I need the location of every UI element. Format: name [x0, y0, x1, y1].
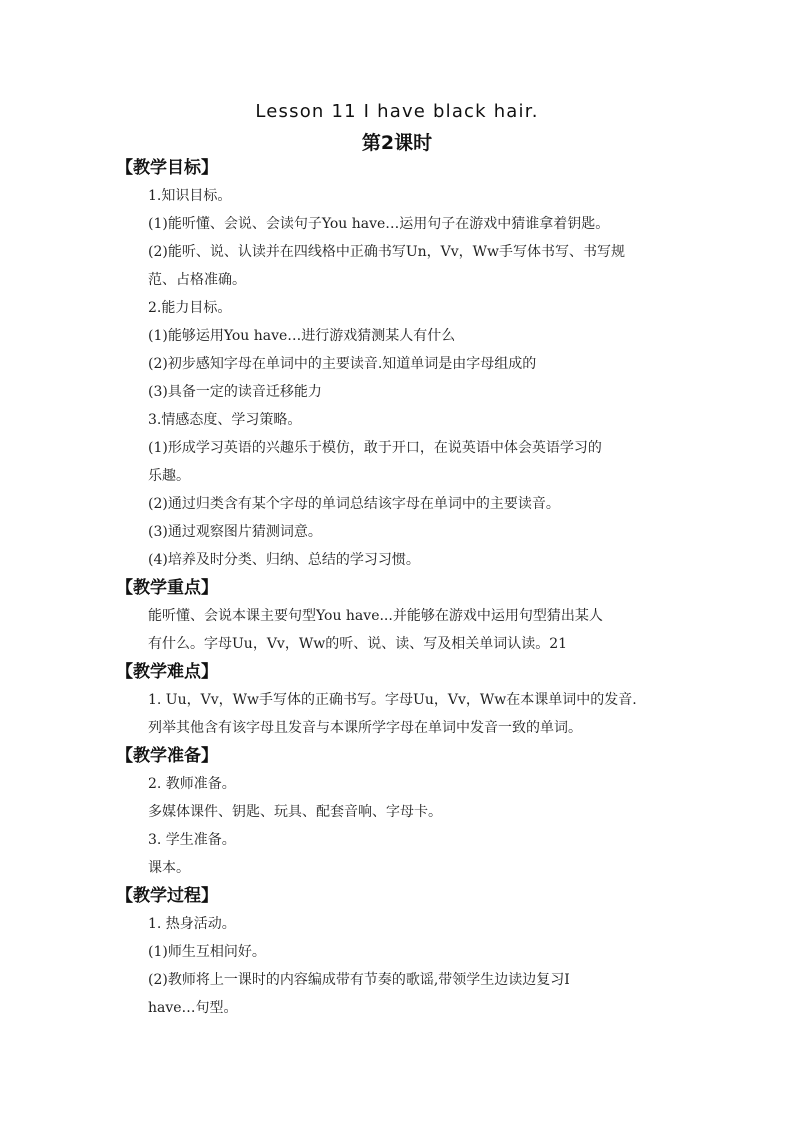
- objective-line: (3)通过观察图片猜测词意。: [148, 524, 322, 540]
- preparation-line: 课本。: [148, 860, 190, 876]
- process-line: 1. 热身活动。: [148, 916, 236, 932]
- heading-objectives: 【教学目标】: [116, 158, 218, 178]
- process-line: (2)教师将上一课时的内容编成带有节奏的歌谣,带领学生边读边复习I: [148, 972, 570, 988]
- objective-line: 范、占格准确。: [148, 272, 246, 288]
- heading-difficulties: 【教学难点】: [116, 662, 218, 682]
- objective-line: 乐趣。: [148, 468, 190, 484]
- objective-line: (2)能听、说、认读并在四线格中正确书写Un，Vv，Ww手写体书写、书写规: [148, 244, 626, 260]
- difficulty-line: 1. Uu，Vv，Ww手写体的正确书写。字母Uu，Vv，Ww在本课单词中的发音.: [148, 692, 637, 708]
- preparation-line: 多媒体课件、钥匙、玩具、配套音响、字母卡。: [148, 804, 442, 820]
- heading-process: 【教学过程】: [116, 886, 218, 906]
- key-point-line: 有什么。字母Uu，Vv，Ww的听、说、读、写及相关单词认读。21: [148, 636, 568, 652]
- objective-line: (1)形成学习英语的兴趣乐于模仿，敢于开口，在说英语中体会英语学习的: [148, 440, 602, 456]
- lesson-title: Lesson 11 I have black hair.: [255, 101, 539, 122]
- heading-key-points: 【教学重点】: [116, 578, 218, 598]
- objective-line: (3)具备一定的读音迁移能力: [148, 384, 322, 400]
- objective-line: (2)初步感知字母在单词中的主要读音.知道单词是由字母组成的: [148, 356, 537, 372]
- lesson-subtitle: 第2课时: [361, 132, 433, 154]
- process-line: have…句型。: [148, 1000, 238, 1016]
- objective-line: (1)能够运用You have…进行游戏猜测某人有什么: [148, 328, 456, 344]
- preparation-line: 2. 教师准备。: [148, 776, 236, 792]
- difficulty-line: 列举其他含有该字母且发音与本课所学字母在单词中发音一致的单词。: [148, 720, 582, 736]
- objective-line: (1)能听懂、会说、会读句子You have…运用句子在游戏中猜谁拿着钥匙。: [148, 216, 610, 232]
- preparation-line: 3. 学生准备。: [148, 832, 236, 848]
- process-line: (1)师生互相问好。: [148, 944, 266, 960]
- key-point-line: 能听懂、会说本课主要句型You have...并能够在游戏中运用句型猜出某人: [148, 608, 603, 624]
- objective-line: 2.能力目标。: [148, 300, 232, 316]
- objective-line: 1.知识目标。: [148, 188, 232, 204]
- objective-line: 3.情感态度、学习策略。: [148, 412, 302, 428]
- objective-line: (4)培养及时分类、归纳、总结的学习习惯。: [148, 552, 420, 568]
- objective-line: (2)通过归类含有某个字母的单词总结该字母在单词中的主要读音。: [148, 496, 560, 512]
- heading-preparation: 【教学准备】: [116, 746, 218, 766]
